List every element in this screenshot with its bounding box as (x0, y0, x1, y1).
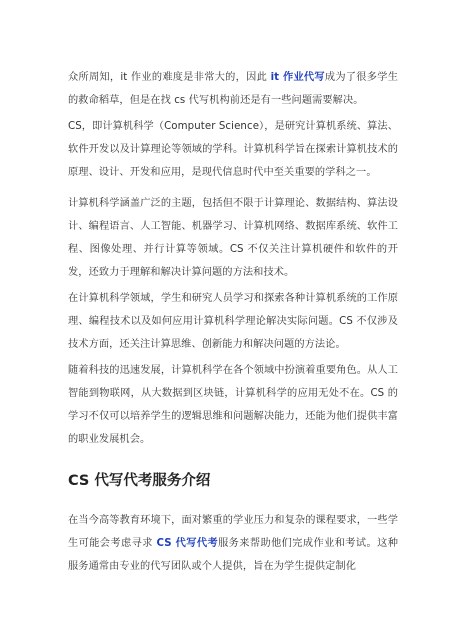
paragraph-cs-development: 随着科技的迅速发展，计算机科学在各个领域中扮演着重要角色。从人工智能到物联网，从大数据到区块链，计算机科学的应用无处不在。CS 的学习不仅可以培养学生的逻辑思维和问题解决能力，还能为他们提供丰富的职业发展机会。 (68, 365, 398, 445)
paragraph-intro (68, 66, 398, 112)
section-heading: CS 代写代考服务介绍 (68, 473, 211, 489)
paragraph-cs-topics: 计算机科学涵盖广泛的主题，包括但不限于计算理论、数据结构、算法设计、编程语言、人工智能、机器学习、计算机网络、数据库系统、软件工程、图像处理、并行计算等领域。CS 不仅关注计算机硬件和软件的开发，还致力于理解和解决计算问题的方法和技术。 (68, 198, 398, 278)
paragraph-service-text-end: 服务来帮助他们完成作业和考试。这种服务通常由专业的代写团队或个人提供，旨在为学生提供定制化 (68, 538, 398, 572)
paragraph-intro-text-end: 成为了很多学生的救命稻草，但是在找 cs 代写机构前还是有一些问题需要解决。 (68, 72, 399, 106)
document-body (68, 66, 398, 578)
paragraph-cs-field: 在计算机科学领域，学生和研究人员学习和探索各种计算机系统的工作原理、编程技术以及如何应用计算机科学理论解决实际问题。CS 不仅涉及技术方面，还关注计算思维、创新能力和解决问题的方法论。 (68, 293, 398, 350)
paragraph-intro-text-start: 众所周知，it 作业的难度是非常大的，因此 (68, 72, 271, 83)
paragraph-service-intro (68, 509, 398, 578)
paragraph-cs-definition: CS，即计算机科学（Computer Science），是研究计算机系统、算法、软件开发以及计算理论等领域的学科。计算机科学旨在探索计算机技术的原理、设计、开发和应用，是现代信息时代中至关重要的学科之一。 (68, 121, 398, 178)
paragraph-gap (68, 184, 398, 192)
it-homework-writing-link[interactable]: it 作业代写 (270, 72, 325, 83)
paragraph-service-text-start: 在当今高等教育环境下，面对繁重的学业压力和复杂的课程要求，一些学生可能会考虑寻求 (68, 515, 398, 549)
cs-writing-exam-link[interactable]: CS 代写代考 (156, 538, 219, 549)
